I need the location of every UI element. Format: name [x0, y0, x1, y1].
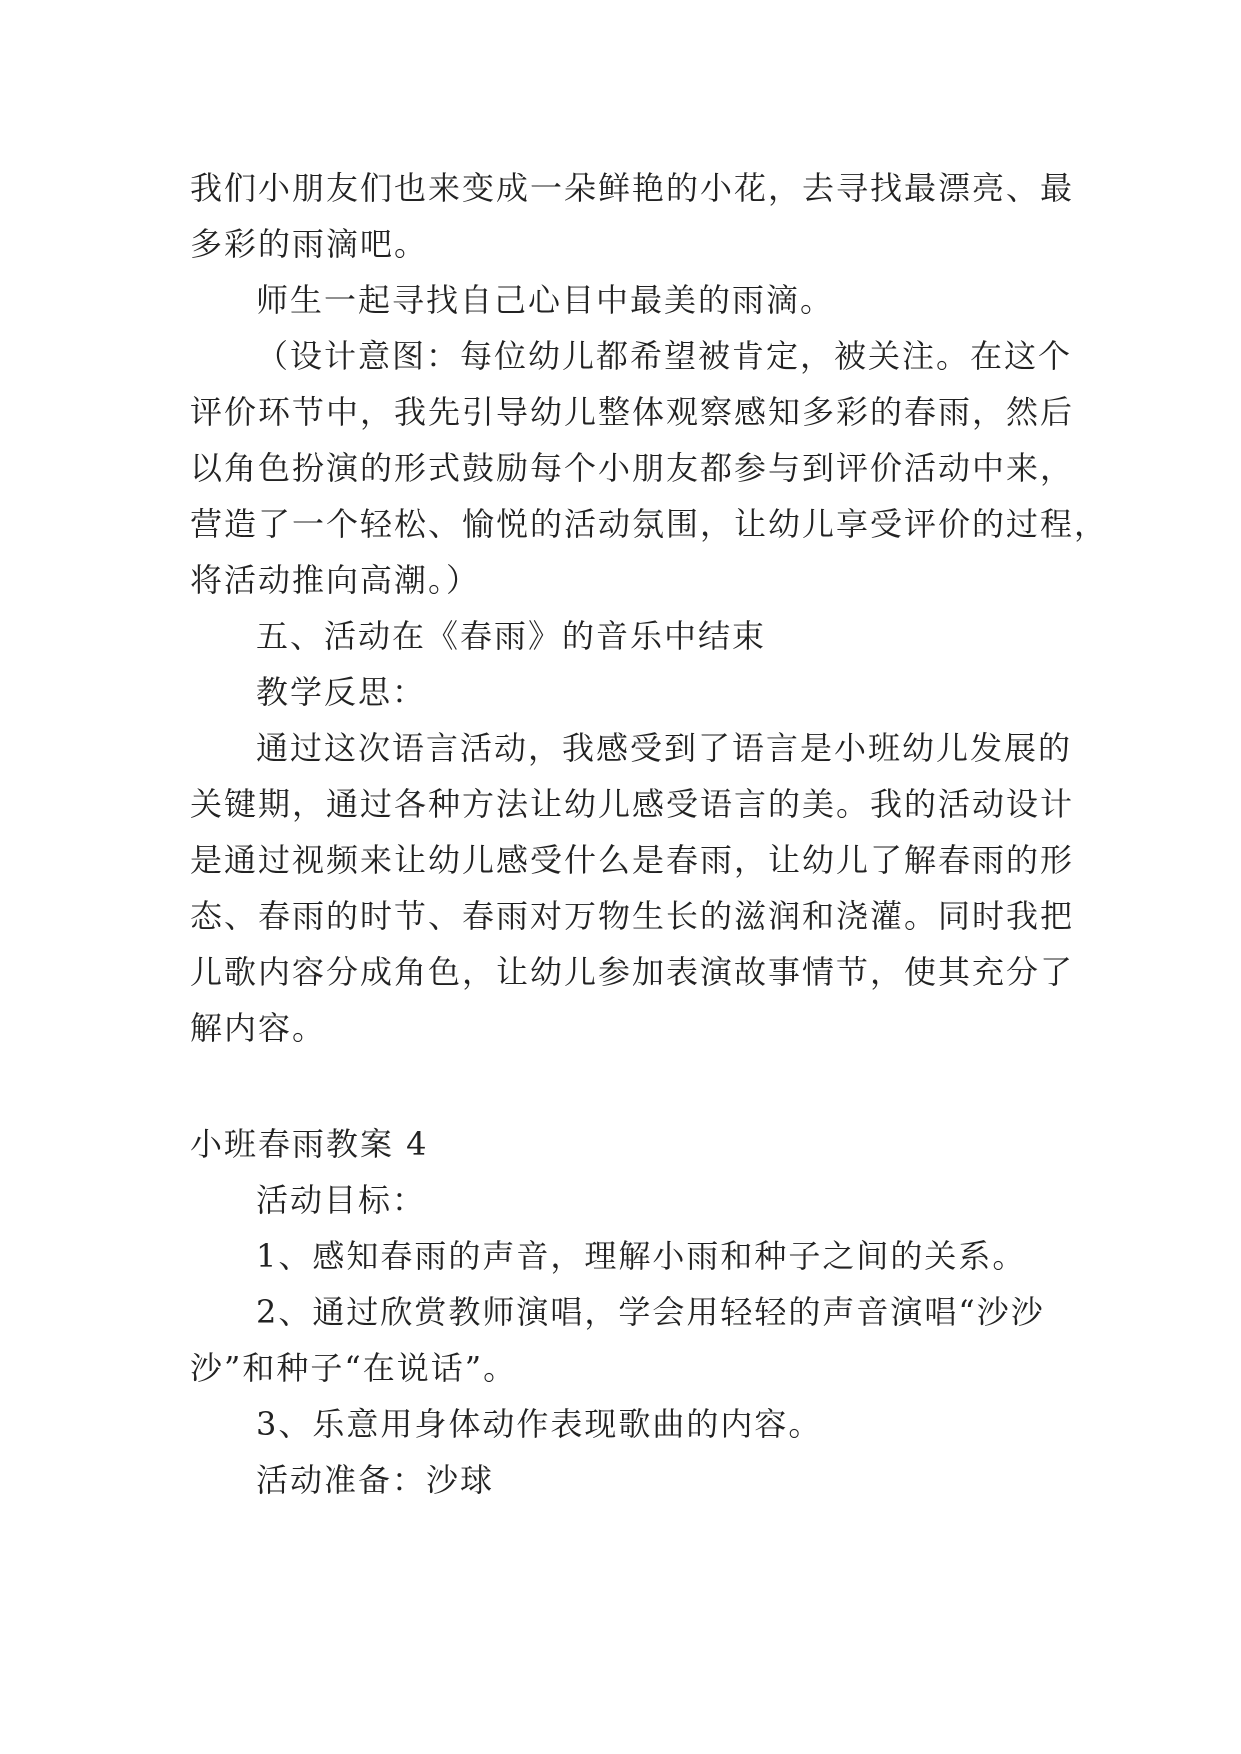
- reflection-line: 通过这次语言活动，我感受到了语言是小班幼儿发展的: [256, 729, 1073, 767]
- reflection-line: 解内容。: [190, 1009, 327, 1047]
- goals-heading: 活动目标：: [256, 1181, 427, 1219]
- section-gap: [190, 1056, 1050, 1116]
- step-five-heading: 五、活动在《春雨》的音乐中结束: [256, 617, 767, 655]
- paragraph-teacher: 师生一起寻找自己心目中最美的雨滴。: [256, 281, 835, 319]
- reflection-line: 是通过视频来让幼儿感受什么是春雨，让幼儿了解春雨的形: [190, 841, 1075, 879]
- preparation-line: 活动准备：沙球: [256, 1461, 495, 1499]
- design-intent-line: 以角色扮演的形式鼓励每个小朋友都参与到评价活动中来，: [190, 449, 1075, 487]
- document-body: [190, 160, 1109, 1508]
- lesson-title: 小班春雨教案 4: [190, 1125, 429, 1163]
- reflection-line: 关键期，通过各种方法让幼儿感受语言的美。我的活动设计: [190, 785, 1075, 823]
- design-intent-line: （设计意图：每位幼儿都希望被肯定，被关注。在这个: [256, 337, 1073, 375]
- design-intent-line: 将活动推向高潮。）: [190, 561, 481, 599]
- design-intent-line: 评价环节中，我先引导幼儿整体观察感知多彩的春雨，然后: [190, 393, 1075, 431]
- goal-item-3: 3、乐意用身体动作表现歌曲的内容。: [256, 1405, 823, 1443]
- reflection-line: 儿歌内容分成角色，让幼儿参加表演故事情节，使其充分了: [190, 953, 1075, 991]
- goal-item-1: 1、感知春雨的声音，理解小雨和种子之间的关系。: [256, 1237, 1027, 1275]
- design-intent-line: 营造了一个轻松、愉悦的活动氛围，让幼儿享受评价的过程，: [190, 505, 1109, 543]
- text-line: 多彩的雨滴吧。: [190, 225, 429, 263]
- reflection-line: 态、春雨的时节、春雨对万物生长的滋润和浇灌。同时我把: [190, 897, 1075, 935]
- goal-item-2: 2、通过欣赏教师演唱，学会用轻轻的声音演唱“沙沙: [256, 1293, 1045, 1331]
- text-line: 我们小朋友们也来变成一朵鲜艳的小花，去寻找最漂亮、最: [190, 169, 1075, 207]
- goal-item-2-continued: 沙”和种子“在说话”。: [190, 1349, 518, 1387]
- reflection-heading: 教学反思：: [256, 673, 427, 711]
